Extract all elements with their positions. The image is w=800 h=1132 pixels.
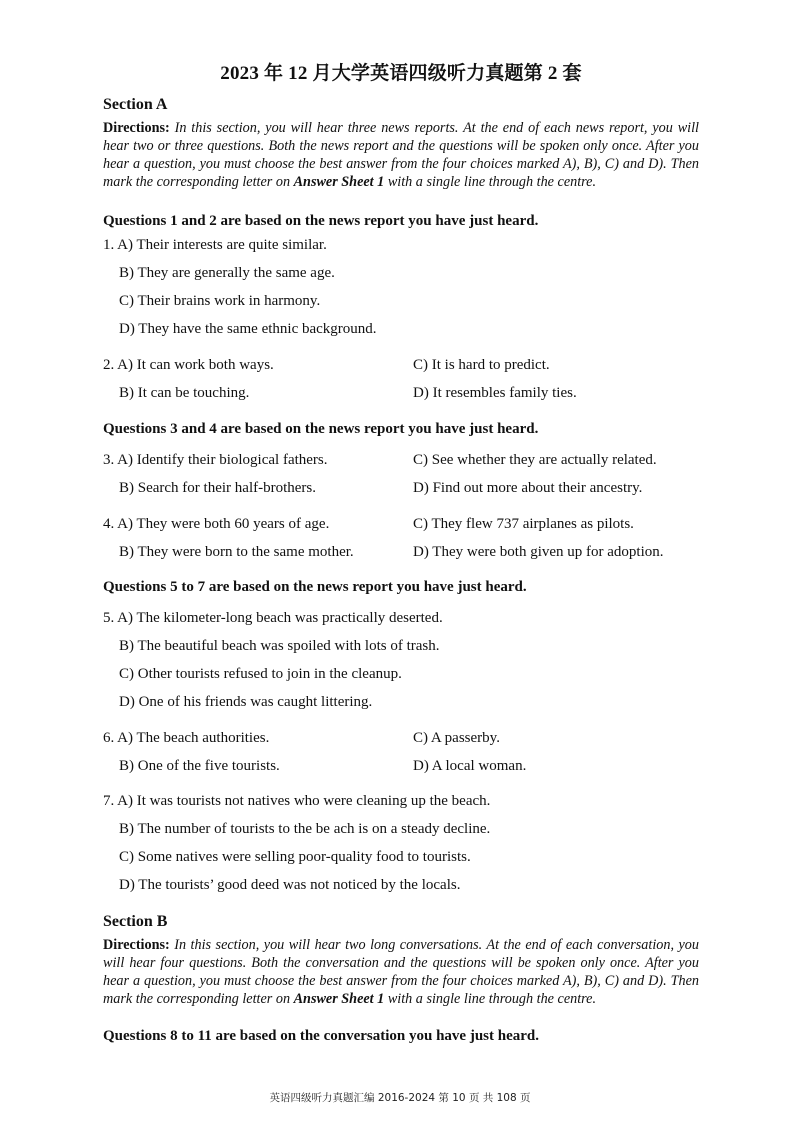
page-footer: 英语四级听力真题汇编 2016-2024 第 10 页 共 108 页: [269, 1092, 531, 1104]
q2-option-d: D) It resembles family ties.: [413, 385, 577, 401]
q4-option-c: C) They flew 737 airplanes as pilots.: [413, 516, 634, 532]
q3-option-b: B) Search for their half-brothers.: [119, 480, 317, 496]
directions-text: In this section, you will hear two long conversations. At the end of each conversation, you will hear four questions. Both the conversation and the questions will be spoken only once. After you hear a question, you must choose the best answer from the four choices marked A), B), C) and D). Then mark the corresponding letter on: [103, 937, 699, 1007]
q5-option-b: B) The beautiful beach was spoiled with lots of trash.: [119, 638, 440, 654]
directions-label: Directions:: [103, 937, 170, 953]
q4-option-a: 4. A) They were both 60 years of age.: [103, 516, 330, 532]
q6-option-d: D) A local woman.: [413, 758, 527, 774]
answer-sheet-ref: Answer Sheet 1: [293, 174, 385, 190]
section-a-directions: [103, 119, 699, 191]
q5-option-a: 5. A) The kilometer-long beach was practically deserted.: [103, 610, 443, 626]
q1-option-b: B) They are generally the same age.: [119, 265, 335, 281]
group-heading-q5-7: Questions 5 to 7 are based on the news report you have just heard.: [103, 579, 527, 595]
q4-option-b: B) They were born to the same mother.: [119, 544, 354, 560]
q4-option-d: D) They were both given up for adoption.: [413, 544, 664, 560]
q7-option-d: D) The tourists’ good deed was not noticed by the locals.: [119, 877, 461, 893]
q6-option-a: 6. A) The beach authorities.: [103, 730, 270, 746]
q2-option-a: 2. A) It can work both ways.: [103, 357, 274, 373]
directions-text-end: with a single line through the centre.: [384, 174, 596, 190]
q7-option-b: B) The number of tourists to the be ach is on a steady decline.: [119, 821, 491, 837]
section-b-directions: [103, 936, 699, 1008]
group-heading-q1-2: Questions 1 and 2 are based on the news report you have just heard.: [103, 213, 539, 229]
q1-option-a: 1. A) Their interests are quite similar.: [103, 237, 327, 253]
q5-option-c: C) Other tourists refused to join in the cleanup.: [119, 666, 402, 682]
q2-option-b: B) It can be touching.: [119, 385, 250, 401]
q7-option-a: 7. A) It was tourists not natives who were cleaning up the beach.: [103, 793, 491, 809]
group-heading-q3-4: Questions 3 and 4 are based on the news report you have just heard.: [103, 421, 539, 437]
q2-option-c: C) It is hard to predict.: [413, 357, 550, 373]
section-a-heading: Section A: [103, 96, 168, 113]
group-heading-q8-11: Questions 8 to 11 are based on the conversation you have just heard.: [103, 1028, 539, 1044]
directions-text-end: with a single line through the centre.: [384, 991, 596, 1007]
q1-option-c: C) Their brains work in harmony.: [119, 293, 321, 309]
directions-text: In this section, you will hear three news reports. At the end of each news report, you will hear two or three questions. Both the news report and the questions will be spoken only once. After you hear a question, you must choose the best answer from the four choices marked A), B), C) and D). Then mark the corresponding letter on: [103, 120, 699, 190]
answer-sheet-ref: Answer Sheet 1: [293, 991, 385, 1007]
section-b-heading: Section B: [103, 913, 168, 930]
q1-option-d: D) They have the same ethnic background.: [119, 321, 377, 337]
q7-option-c: C) Some natives were selling poor-quality food to tourists.: [119, 849, 471, 865]
q5-option-d: D) One of his friends was caught littering.: [119, 694, 373, 710]
page-title: 2023 年 12 月大学英语四级听力真题第 2 套: [220, 63, 582, 84]
q6-option-c: C) A passerby.: [413, 730, 500, 746]
q3-option-d: D) Find out more about their ancestry.: [413, 480, 643, 496]
q6-option-b: B) One of the five tourists.: [119, 758, 280, 774]
directions-label: Directions:: [103, 120, 170, 136]
q3-option-a: 3. A) Identify their biological fathers.: [103, 452, 328, 468]
q3-option-c: C) See whether they are actually related.: [413, 452, 657, 468]
